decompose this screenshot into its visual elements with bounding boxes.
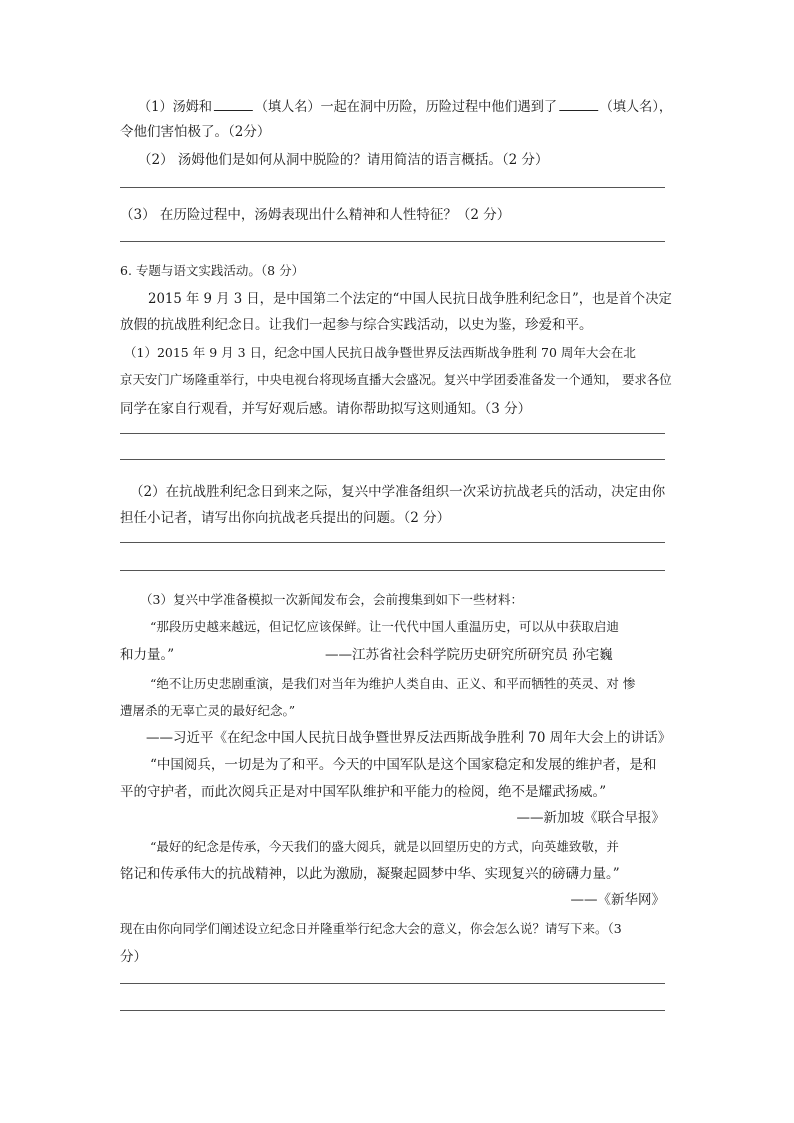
q6-s3-title: （3）复兴中学准备模拟一次新闻发布会，会前搜集到如下一些材料： [140,592,523,607]
q6-s1-line1: （1）2015 年 9 月 3 日，纪念中国人民抗日战争暨世界反法西斯战争胜利 70 周年大会在北 [124,345,636,360]
material1-line2: 和力量。” [120,647,175,663]
q6-s2-line2: 担任小记者，请写出你向抗战老兵提出的问题。（2 分） [120,510,451,526]
q5-item1-text-a: （1）汤姆和 [138,99,213,115]
q5-item2: （2） 汤姆他们是如何从洞中脱险的？请用简洁的语言概括。（2 分） [138,152,549,168]
q6-intro-line1: 2015 年 9 月 3 日，是中国第二个法定的“中国人民抗日战争胜利纪念日”，也是首个决定 [148,291,672,307]
material4-line2: 铭记和传承伟大的抗战精神，以此为激励，凝聚起圆梦中华、实现复兴的磅礴力量。” [120,866,620,882]
q5-item3: （3） 在历险过程中，汤姆表现出什么精神和人性特征？（2 分） [120,207,511,223]
material1-source: ——江苏省社会科学院历史研究所研究员 孙宅巍 [325,647,613,663]
task-line1: 现在由你向同学们阐述设立纪念日并隆重举行纪念大会的意义，你会怎么说？请写下来。（3 [120,921,622,936]
q6-s1-line3: 同学在家自行观看，并写好观后感。请你帮助拟写这则通知。（3 分） [120,401,532,417]
q5-item1-line2: 令他们害怕极了。（2分） [120,124,271,140]
material3-line2: 平的守护者，而此次阅兵正是对中国军队维护和平能力的检阅，绝不是耀武扬威。” [120,784,607,800]
q6-title: 6. 专题与语文实践活动。（8 分） [120,263,305,278]
answer-line[interactable] [120,187,665,188]
answer-line[interactable] [120,433,665,434]
fill-blank[interactable] [214,96,253,111]
material1-line1: “那段历史越来越远，但记忆应该保鲜。让一代代中国人重温历史，可以从中获取启迪 [150,619,619,634]
q6-s2-line1: （2）在抗战胜利纪念日到来之际，复兴中学准备组织一次采访抗战老兵的活动，决定由你 [130,484,666,500]
material2-line1: “绝不让历史悲剧重演，是我们对当年为维护人类自由、正义、和平而牺牲的英灵、对 惨 [150,676,636,691]
q5-item1-text-c: （填人名）， [599,99,673,115]
fill-blank[interactable] [559,96,598,111]
answer-line[interactable] [120,241,665,242]
material2-line2: 遭屠杀的无辜亡灵的最好纪念。” [120,703,296,718]
material4-source: ——《新华网》 [570,892,665,908]
material3-line1: “中国阅兵，一切是为了和平。今天的中国军队是这个国家稳定和发展的维护者，是和 [150,757,657,773]
material2-source: ——习近平《在纪念中国人民抗日战争暨世界反法西斯战争胜利 70 周年大会上的讲话》 [146,730,672,746]
answer-line[interactable] [120,459,665,460]
q6-s1-line2: 京天安门广场隆重举行，中央电视台将现场直播大会盛况。复兴中学团委准备发一个通知， 要求各位 [120,372,672,387]
answer-line[interactable] [120,1010,665,1011]
material4-line1: “最好的纪念是传承，今天我们的盛大阅兵，就是以回望历史的方式，向英雄致敬，并 [150,839,619,854]
answer-line[interactable] [120,983,665,984]
q6-intro-line2: 放假的抗战胜利纪念日。让我们一起参与综合实践活动，以史为鉴，珍爱和平。 [120,317,593,333]
material3-source: ——新加坡《联合早报》 [516,810,665,826]
answer-line[interactable] [120,542,665,543]
q5-item1-line1 [138,96,672,117]
task-line2: 分） [120,949,147,965]
answer-line[interactable] [120,570,665,571]
q5-item1-text-b: （填人名）一起在洞中历险，历险过程中他们遇到了 [254,99,557,115]
